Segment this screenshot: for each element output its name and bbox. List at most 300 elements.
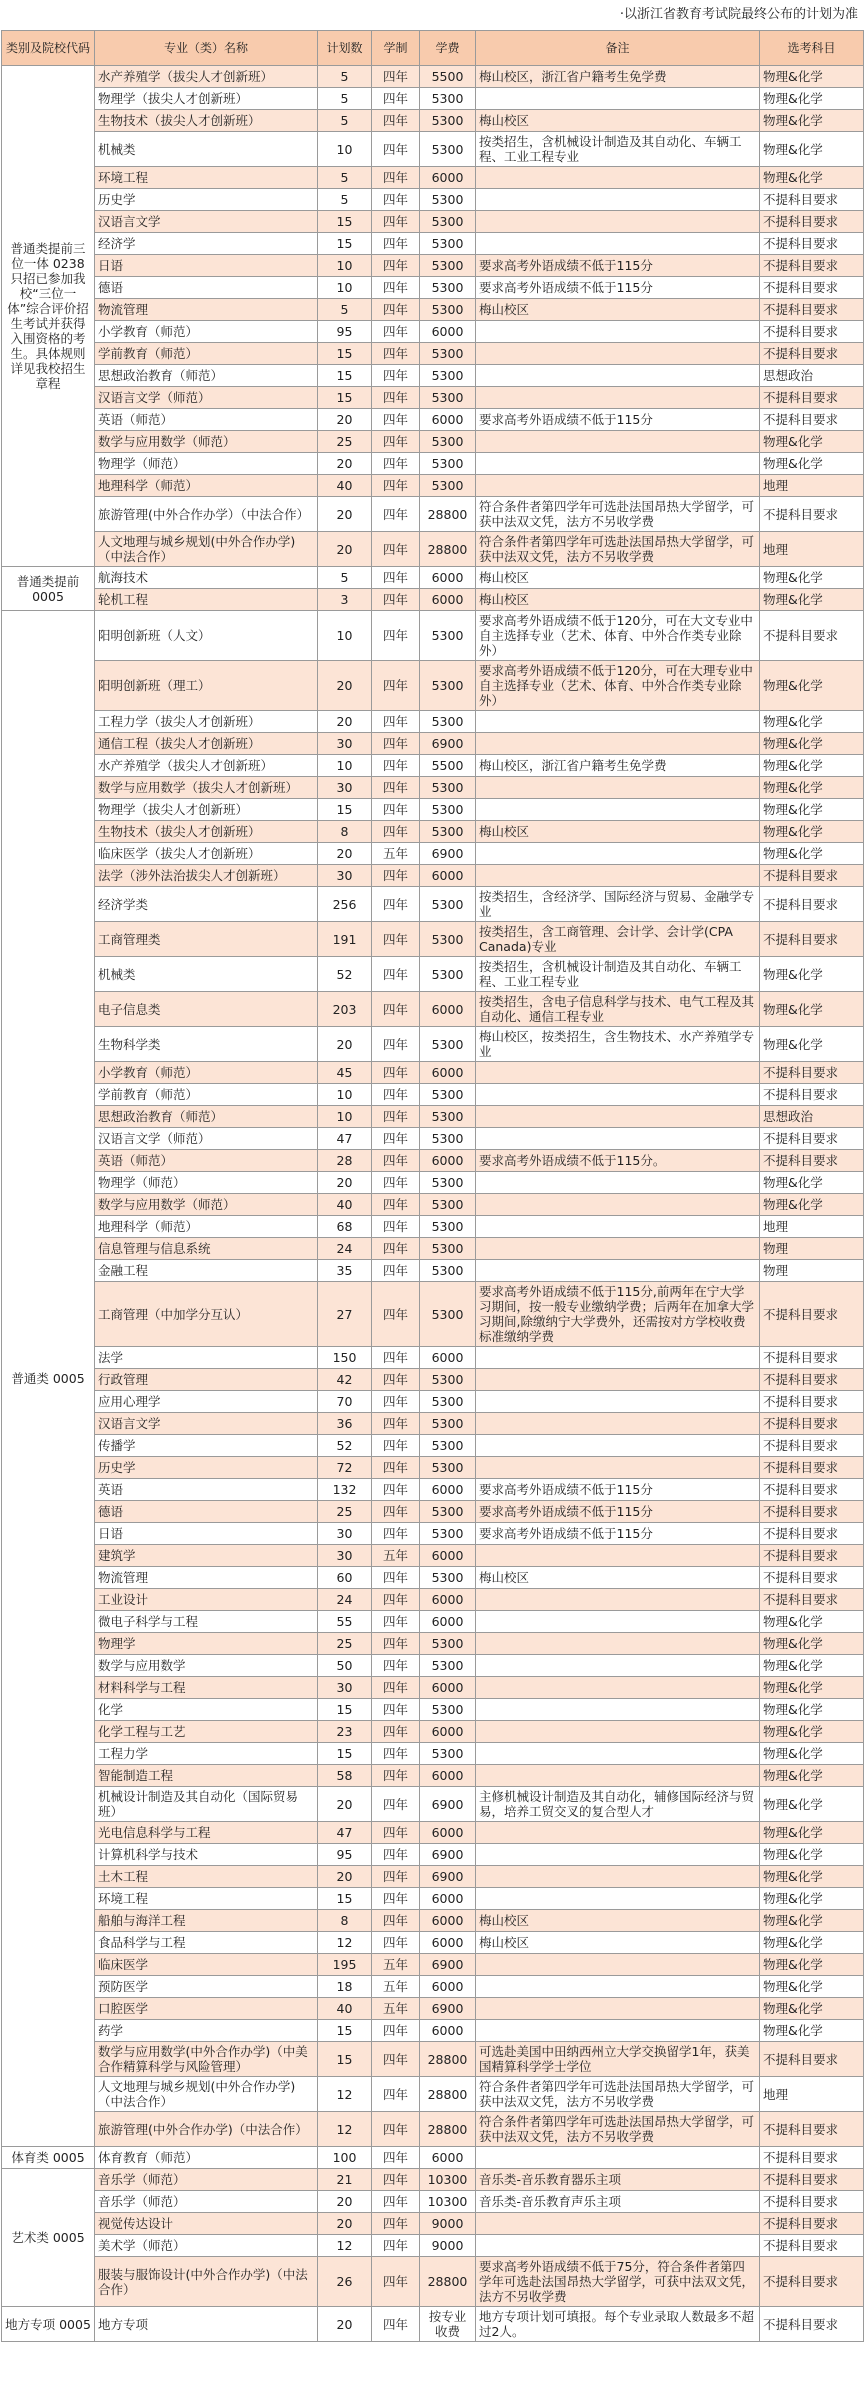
tuition-cell: 6900 xyxy=(420,843,476,865)
table-row xyxy=(2,821,864,843)
plan-count-cell: 52 xyxy=(318,957,372,992)
table-row xyxy=(2,1567,864,1589)
category-name: 普通类提前三位一体 xyxy=(10,241,86,271)
subject-requirement-cell: 物理&化学 xyxy=(760,1721,864,1743)
admission-plan-table xyxy=(1,30,864,2342)
tuition-cell: 5300 xyxy=(420,343,476,365)
major-name-cell: 英语（师范） xyxy=(95,409,318,431)
plan-count-cell: 12 xyxy=(318,2235,372,2257)
plan-count-cell: 24 xyxy=(318,1589,372,1611)
plan-count-cell: 20 xyxy=(318,2213,372,2235)
major-name-cell: 物理学（拔尖人才创新班） xyxy=(95,799,318,821)
subject-requirement-cell: 不提科目要求 xyxy=(760,1457,864,1479)
subject-requirement-cell: 地理 xyxy=(760,532,864,567)
duration-cell: 四年 xyxy=(372,1216,420,1238)
duration-cell: 四年 xyxy=(372,2213,420,2235)
table-row xyxy=(2,992,864,1027)
school-code: 0005 xyxy=(52,2230,85,2245)
tuition-cell: 5300 xyxy=(420,1194,476,1216)
tuition-cell: 5300 xyxy=(420,1027,476,1062)
table-row xyxy=(2,1954,864,1976)
table-row xyxy=(2,611,864,661)
duration-cell: 四年 xyxy=(372,1822,420,1844)
duration-cell: 四年 xyxy=(372,1567,420,1589)
major-name-cell: 经济学类 xyxy=(95,887,318,922)
table-row xyxy=(2,1589,864,1611)
tuition-cell: 6000 xyxy=(420,1545,476,1567)
duration-cell: 四年 xyxy=(372,66,420,88)
tuition-cell: 5300 xyxy=(420,957,476,992)
tuition-cell: 28800 xyxy=(420,497,476,532)
tuition-cell: 5300 xyxy=(420,387,476,409)
remark-cell xyxy=(476,1106,760,1128)
subject-requirement-cell: 不提科目要求 xyxy=(760,1062,864,1084)
subject-requirement-cell: 不提科目要求 xyxy=(760,1282,864,1347)
table-row xyxy=(2,1260,864,1282)
plan-count-cell: 95 xyxy=(318,321,372,343)
major-name-cell: 音乐学（师范） xyxy=(95,2191,318,2213)
duration-cell: 四年 xyxy=(372,189,420,211)
tuition-cell: 5300 xyxy=(420,1216,476,1238)
subject-requirement-cell: 物理&化学 xyxy=(760,1888,864,1910)
table-row xyxy=(2,1866,864,1888)
duration-cell: 四年 xyxy=(372,799,420,821)
remark-cell xyxy=(476,1699,760,1721)
remark-cell: 要求高考外语成绩不低于115分 xyxy=(476,1479,760,1501)
duration-cell: 五年 xyxy=(372,1976,420,1998)
table-row xyxy=(2,887,864,922)
duration-cell: 四年 xyxy=(372,1435,420,1457)
remark-cell: 音乐类-音乐教育器乐主项 xyxy=(476,2169,760,2191)
subject-requirement-cell: 不提科目要求 xyxy=(760,1479,864,1501)
subject-requirement-cell: 不提科目要求 xyxy=(760,233,864,255)
subject-requirement-cell: 不提科目要求 xyxy=(760,1084,864,1106)
table-row xyxy=(2,2147,864,2169)
table-row xyxy=(2,167,864,189)
remark-cell: 符合条件者第四学年可选赴法国昂热大学留学，可获中法双文凭，法方不另收学费 xyxy=(476,2112,760,2147)
table-row xyxy=(2,1998,864,2020)
subject-requirement-cell: 不提科目要求 xyxy=(760,321,864,343)
subject-requirement-cell: 物理&化学 xyxy=(760,589,864,611)
major-name-cell: 数学与应用数学（拔尖人才创新班） xyxy=(95,777,318,799)
duration-cell: 四年 xyxy=(372,865,420,887)
remark-cell xyxy=(476,1391,760,1413)
school-code: 0005 xyxy=(59,2316,91,2332)
remark-cell xyxy=(476,1128,760,1150)
tuition-cell: 5300 xyxy=(420,475,476,497)
duration-cell: 四年 xyxy=(372,211,420,233)
major-name-cell: 智能制造工程 xyxy=(95,1765,318,1787)
remark-cell: 要求高考外语成绩不低于115分 xyxy=(476,1501,760,1523)
tuition-cell: 5300 xyxy=(420,1457,476,1479)
remark-cell xyxy=(476,1721,760,1743)
subject-requirement-cell: 物理&化学 xyxy=(760,1998,864,2020)
plan-count-cell: 20 xyxy=(318,661,372,711)
plan-count-cell: 150 xyxy=(318,1347,372,1369)
subject-requirement-cell: 物理&化学 xyxy=(760,453,864,475)
table-row xyxy=(2,755,864,777)
duration-cell: 四年 xyxy=(372,1479,420,1501)
tuition-cell: 5300 xyxy=(420,1523,476,1545)
subject-requirement-cell: 地理 xyxy=(760,2077,864,2112)
plan-count-cell: 20 xyxy=(318,409,372,431)
plan-count-cell: 30 xyxy=(318,1523,372,1545)
duration-cell: 四年 xyxy=(372,661,420,711)
remark-cell xyxy=(476,1545,760,1567)
remark-cell xyxy=(476,1084,760,1106)
subject-requirement-cell: 思想政治 xyxy=(760,365,864,387)
major-name-cell: 法学（涉外法治拔尖人才创新班） xyxy=(95,865,318,887)
table-row xyxy=(2,865,864,887)
table-row xyxy=(2,733,864,755)
major-name-cell: 阳明创新班（人文） xyxy=(95,611,318,661)
duration-cell: 四年 xyxy=(372,1611,420,1633)
plan-count-cell: 20 xyxy=(318,1866,372,1888)
table-row xyxy=(2,922,864,957)
major-name-cell: 传播学 xyxy=(95,1435,318,1457)
tuition-cell: 6900 xyxy=(420,1787,476,1822)
subject-requirement-cell: 不提科目要求 xyxy=(760,1150,864,1172)
remark-cell xyxy=(476,2213,760,2235)
table-row xyxy=(2,189,864,211)
remark-cell xyxy=(476,1260,760,1282)
remark-cell: 地方专项计划可填报。每个专业录取人数最多不超过2人。 xyxy=(476,2307,760,2342)
tuition-cell: 6900 xyxy=(420,1866,476,1888)
major-name-cell: 工商管理（中加学分互认） xyxy=(95,1282,318,1347)
tuition-cell: 6000 xyxy=(420,589,476,611)
remark-cell xyxy=(476,431,760,453)
tuition-cell: 5300 xyxy=(420,1391,476,1413)
remark-cell xyxy=(476,2020,760,2042)
remark-cell xyxy=(476,1238,760,1260)
major-name-cell: 人文地理与城乡规划(中外合作办学)（中法合作） xyxy=(95,2077,318,2112)
plan-count-cell: 5 xyxy=(318,567,372,589)
major-name-cell: 物理学（师范） xyxy=(95,1172,318,1194)
duration-cell: 四年 xyxy=(372,1369,420,1391)
subject-requirement-cell: 物理&化学 xyxy=(760,1699,864,1721)
remark-cell xyxy=(476,233,760,255)
table-row xyxy=(2,132,864,167)
plan-count-cell: 95 xyxy=(318,1844,372,1866)
tuition-cell: 5300 xyxy=(420,1633,476,1655)
tuition-cell: 5300 xyxy=(420,611,476,661)
duration-cell: 四年 xyxy=(372,532,420,567)
tuition-cell: 5300 xyxy=(420,110,476,132)
remark-cell xyxy=(476,1998,760,2020)
duration-cell: 四年 xyxy=(372,1150,420,1172)
school-code: 0238 xyxy=(52,256,85,271)
tuition-cell: 5300 xyxy=(420,1655,476,1677)
remark-cell: 按类招生，含机械设计制造及其自动化、车辆工程、工业工程专业 xyxy=(476,132,760,167)
plan-count-cell: 5 xyxy=(318,88,372,110)
category-cell xyxy=(2,611,95,2147)
remark-cell: 主修机械设计制造及其自动化，辅修国际经济与贸易，培养工贸交叉的复合型人才 xyxy=(476,1787,760,1822)
subject-requirement-cell: 物理&化学 xyxy=(760,799,864,821)
plan-count-cell: 12 xyxy=(318,2112,372,2147)
major-name-cell: 美术学（师范） xyxy=(95,2235,318,2257)
subject-requirement-cell: 不提科目要求 xyxy=(760,299,864,321)
plan-count-cell: 10 xyxy=(318,277,372,299)
tuition-cell: 9000 xyxy=(420,2235,476,2257)
subject-requirement-cell: 不提科目要求 xyxy=(760,1413,864,1435)
major-name-cell: 数学与应用数学 xyxy=(95,1655,318,1677)
plan-count-cell: 26 xyxy=(318,2257,372,2307)
tuition-cell: 5300 xyxy=(420,1172,476,1194)
category-cell xyxy=(2,2147,95,2169)
table-row xyxy=(2,1633,864,1655)
major-name-cell: 历史学 xyxy=(95,1457,318,1479)
subject-requirement-cell: 不提科目要求 xyxy=(760,2147,864,2169)
duration-cell: 四年 xyxy=(372,1128,420,1150)
duration-cell: 四年 xyxy=(372,755,420,777)
duration-cell: 四年 xyxy=(372,922,420,957)
major-name-cell: 德语 xyxy=(95,1501,318,1523)
major-name-cell: 数学与应用数学(中外合作办学)（中美合作精算科学与风险管理） xyxy=(95,2042,318,2077)
plan-count-cell: 256 xyxy=(318,887,372,922)
table-row xyxy=(2,365,864,387)
remark-cell xyxy=(476,2147,760,2169)
plan-count-cell: 35 xyxy=(318,1260,372,1282)
plan-count-cell: 15 xyxy=(318,343,372,365)
major-name-cell: 数学与应用数学（师范） xyxy=(95,1194,318,1216)
duration-cell: 五年 xyxy=(372,1998,420,2020)
plan-count-cell: 10 xyxy=(318,1084,372,1106)
subject-requirement-cell: 物理&化学 xyxy=(760,777,864,799)
table-row xyxy=(2,711,864,733)
subject-requirement-cell: 不提科目要求 xyxy=(760,387,864,409)
plan-disclaimer-note: ·以浙江省教育考试院最终公布的计划为准 xyxy=(619,7,858,22)
remark-cell xyxy=(476,1655,760,1677)
major-name-cell: 机械类 xyxy=(95,132,318,167)
duration-cell: 四年 xyxy=(372,1743,420,1765)
remark-cell: 符合条件者第四学年可选赴法国昂热大学留学，可获中法双文凭，法方不另收学费 xyxy=(476,497,760,532)
table-row xyxy=(2,2112,864,2147)
column-header-tuition: 学费 xyxy=(420,31,476,66)
subject-requirement-cell: 物理&化学 xyxy=(760,567,864,589)
subject-requirement-cell: 物理&化学 xyxy=(760,711,864,733)
plan-count-cell: 23 xyxy=(318,1721,372,1743)
column-header-category: 类别及院校代码 xyxy=(2,31,95,66)
remark-cell: 要求高考外语成绩不低于75分，符合条件者第四学年可选赴法国昂热大学留学，可获中法双文凭，法方不另收学费 xyxy=(476,2257,760,2307)
tuition-cell: 5300 xyxy=(420,365,476,387)
remark-cell xyxy=(476,1976,760,1998)
plan-count-cell: 5 xyxy=(318,299,372,321)
subject-requirement-cell: 不提科目要求 xyxy=(760,2191,864,2213)
subject-requirement-cell: 物理&化学 xyxy=(760,1822,864,1844)
duration-cell: 四年 xyxy=(372,1413,420,1435)
plan-count-cell: 203 xyxy=(318,992,372,1027)
plan-count-cell: 5 xyxy=(318,189,372,211)
plan-count-cell: 191 xyxy=(318,922,372,957)
duration-cell: 四年 xyxy=(372,1457,420,1479)
plan-count-cell: 10 xyxy=(318,255,372,277)
plan-count-cell: 58 xyxy=(318,1765,372,1787)
table-row xyxy=(2,843,864,865)
plan-count-cell: 70 xyxy=(318,1391,372,1413)
table-row xyxy=(2,409,864,431)
major-name-cell: 化学 xyxy=(95,1699,318,1721)
major-name-cell: 视觉传达设计 xyxy=(95,2213,318,2235)
duration-cell: 四年 xyxy=(372,887,420,922)
subject-requirement-cell: 不提科目要求 xyxy=(760,611,864,661)
plan-count-cell: 20 xyxy=(318,497,372,532)
major-name-cell: 应用心理学 xyxy=(95,1391,318,1413)
duration-cell: 四年 xyxy=(372,132,420,167)
subject-requirement-cell: 不提科目要求 xyxy=(760,1545,864,1567)
major-name-cell: 汉语言文学 xyxy=(95,1413,318,1435)
major-name-cell: 食品科学与工程 xyxy=(95,1932,318,1954)
subject-requirement-cell: 不提科目要求 xyxy=(760,2235,864,2257)
duration-cell: 四年 xyxy=(372,1501,420,1523)
remark-cell xyxy=(476,2235,760,2257)
school-code: 0005 xyxy=(52,2150,85,2165)
subject-requirement-cell: 不提科目要求 xyxy=(760,2169,864,2191)
school-code: 0005 xyxy=(52,1371,85,1386)
subject-requirement-cell: 物理&化学 xyxy=(760,110,864,132)
header-row xyxy=(2,31,864,66)
duration-cell: 五年 xyxy=(372,1954,420,1976)
duration-cell: 四年 xyxy=(372,365,420,387)
column-header-major: 专业（类）名称 xyxy=(95,31,318,66)
subject-requirement-cell: 物理&化学 xyxy=(760,1633,864,1655)
subject-requirement-cell: 物理&化学 xyxy=(760,1172,864,1194)
table-row xyxy=(2,1765,864,1787)
subject-requirement-cell: 不提科目要求 xyxy=(760,1391,864,1413)
remark-cell xyxy=(476,799,760,821)
tuition-cell: 5300 xyxy=(420,1084,476,1106)
major-name-cell: 药学 xyxy=(95,2020,318,2042)
duration-cell: 四年 xyxy=(372,1888,420,1910)
subject-requirement-cell: 不提科目要求 xyxy=(760,2257,864,2307)
subject-requirement-cell: 物理&化学 xyxy=(760,661,864,711)
remark-cell: 梅山校区 xyxy=(476,1932,760,1954)
major-name-cell: 思想政治教育（师范） xyxy=(95,365,318,387)
subject-requirement-cell: 不提科目要求 xyxy=(760,1369,864,1391)
tuition-cell: 5300 xyxy=(420,255,476,277)
subject-requirement-cell: 不提科目要求 xyxy=(760,1589,864,1611)
category-name: 普通类 xyxy=(11,1371,49,1386)
tuition-cell: 5300 xyxy=(420,1238,476,1260)
table-header xyxy=(2,31,864,66)
remark-cell xyxy=(476,1765,760,1787)
remark-cell xyxy=(476,1822,760,1844)
category-name: 地方专项 xyxy=(5,2316,56,2332)
duration-cell: 四年 xyxy=(372,1765,420,1787)
remark-cell: 要求高考外语成绩不低于115分 xyxy=(476,277,760,299)
category-cell xyxy=(2,2307,95,2342)
tuition-cell: 28800 xyxy=(420,2042,476,2077)
duration-cell: 四年 xyxy=(372,453,420,475)
major-name-cell: 临床医学 xyxy=(95,1954,318,1976)
subject-requirement-cell: 物理&化学 xyxy=(760,755,864,777)
category-name: 体育类 xyxy=(11,2150,49,2165)
remark-cell: 梅山校区 xyxy=(476,589,760,611)
tuition-cell: 6000 xyxy=(420,2147,476,2169)
major-name-cell: 物流管理 xyxy=(95,299,318,321)
column-header-remark: 备注 xyxy=(476,31,760,66)
plan-count-cell: 15 xyxy=(318,2020,372,2042)
table-row xyxy=(2,2257,864,2307)
tuition-cell: 6000 xyxy=(420,1765,476,1787)
tuition-cell: 5300 xyxy=(420,299,476,321)
tuition-cell: 6000 xyxy=(420,567,476,589)
subject-requirement-cell: 不提科目要求 xyxy=(760,277,864,299)
remark-cell: 符合条件者第四学年可选赴法国昂热大学留学，可获中法双文凭，法方不另收学费 xyxy=(476,532,760,567)
duration-cell: 四年 xyxy=(372,2307,420,2342)
plan-count-cell: 3 xyxy=(318,589,372,611)
tuition-cell: 5300 xyxy=(420,887,476,922)
plan-count-cell: 10 xyxy=(318,1106,372,1128)
remark-cell: 要求高考外语成绩不低于115分,前两年在宁大学习期间，按一般专业缴纳学费；后两年在加拿大学习期间,除缴纳宁大学费外，还需按对方学校收费标准缴纳学费 xyxy=(476,1282,760,1347)
table-row xyxy=(2,1976,864,1998)
major-name-cell: 地理科学（师范） xyxy=(95,475,318,497)
plan-count-cell: 132 xyxy=(318,1479,372,1501)
duration-cell: 四年 xyxy=(372,567,420,589)
remark-cell: 梅山校区，按类招生，含生物技术、水产养殖学专业 xyxy=(476,1027,760,1062)
table-row xyxy=(2,497,864,532)
tuition-cell: 按专业收费 xyxy=(420,2307,476,2342)
duration-cell: 四年 xyxy=(372,2020,420,2042)
subject-requirement-cell: 不提科目要求 xyxy=(760,255,864,277)
remark-cell: 梅山校区 xyxy=(476,1567,760,1589)
major-name-cell: 电子信息类 xyxy=(95,992,318,1027)
table-row xyxy=(2,1391,864,1413)
table-row xyxy=(2,799,864,821)
remark-cell xyxy=(476,321,760,343)
major-name-cell: 预防医学 xyxy=(95,1976,318,1998)
table-row xyxy=(2,1216,864,1238)
major-name-cell: 土木工程 xyxy=(95,1866,318,1888)
duration-cell: 四年 xyxy=(372,2169,420,2191)
duration-cell: 四年 xyxy=(372,1106,420,1128)
duration-cell: 四年 xyxy=(372,2112,420,2147)
tuition-cell: 5300 xyxy=(420,211,476,233)
category-cell xyxy=(2,2169,95,2307)
subject-requirement-cell: 不提科目要求 xyxy=(760,922,864,957)
table-row xyxy=(2,1062,864,1084)
major-name-cell: 经济学 xyxy=(95,233,318,255)
plan-count-cell: 21 xyxy=(318,2169,372,2191)
table-row xyxy=(2,1413,864,1435)
tuition-cell: 10300 xyxy=(420,2191,476,2213)
subject-requirement-cell: 物理 xyxy=(760,1238,864,1260)
major-name-cell: 机械类 xyxy=(95,957,318,992)
major-name-cell: 人文地理与城乡规划(中外合作办学)（中法合作） xyxy=(95,532,318,567)
remark-cell: 梅山校区 xyxy=(476,299,760,321)
tuition-cell: 5300 xyxy=(420,821,476,843)
duration-cell: 四年 xyxy=(372,821,420,843)
major-name-cell: 光电信息科学与工程 xyxy=(95,1822,318,1844)
duration-cell: 五年 xyxy=(372,1545,420,1567)
plan-count-cell: 30 xyxy=(318,865,372,887)
duration-cell: 四年 xyxy=(372,1172,420,1194)
subject-requirement-cell: 物理&化学 xyxy=(760,821,864,843)
subject-requirement-cell: 物理&化学 xyxy=(760,1844,864,1866)
table-row xyxy=(2,233,864,255)
remark-cell xyxy=(476,1844,760,1866)
remark-cell xyxy=(476,1369,760,1391)
subject-requirement-cell: 不提科目要求 xyxy=(760,1435,864,1457)
major-name-cell: 口腔医学 xyxy=(95,1998,318,2020)
category-cell xyxy=(2,66,95,567)
major-name-cell: 旅游管理(中外合作办学）（中法合作） xyxy=(95,497,318,532)
remark-cell: 梅山校区，浙江省户籍考生免学费 xyxy=(476,755,760,777)
column-header-plan-count: 计划数 xyxy=(318,31,372,66)
plan-count-cell: 20 xyxy=(318,2307,372,2342)
duration-cell: 四年 xyxy=(372,1787,420,1822)
tuition-cell: 5300 xyxy=(420,1413,476,1435)
remark-cell xyxy=(476,1413,760,1435)
